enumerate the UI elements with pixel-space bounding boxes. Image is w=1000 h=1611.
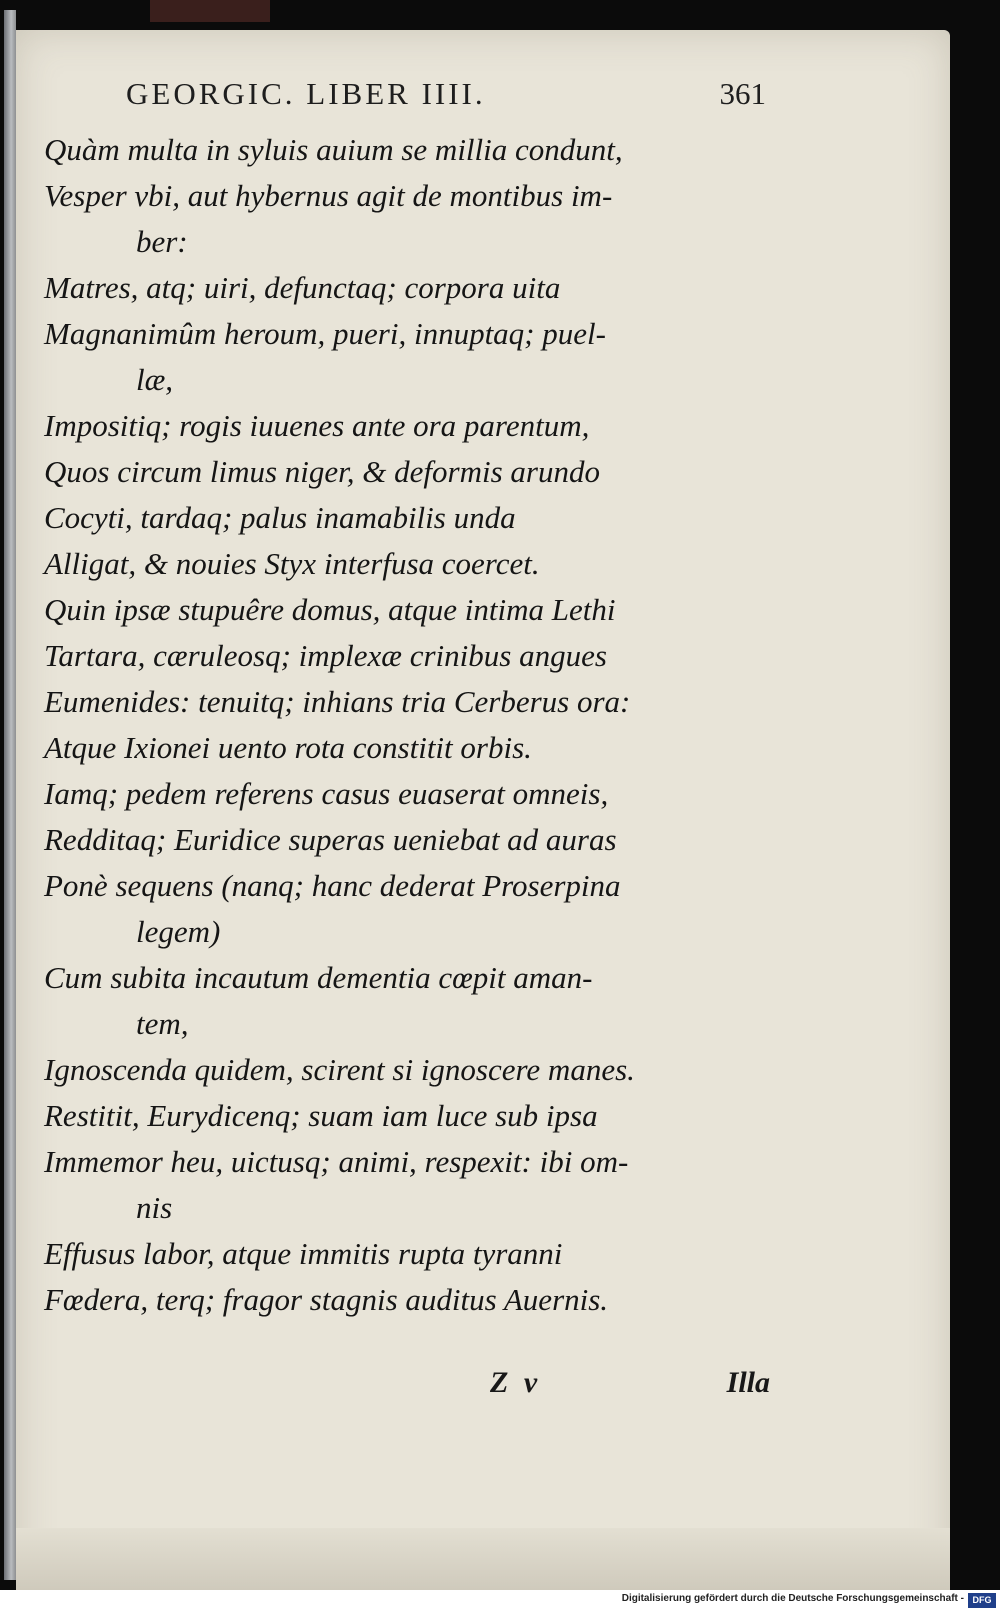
verse-line: Atque Ixionei uento rota constitit orbis. <box>44 730 532 765</box>
verse-line: Matres, atq; uiri, defunctaq; corpora uita <box>44 270 561 305</box>
credit-text: Digitalisierung gefördert durch die Deutsche Forschungsgemeinschaft - <box>621 1593 964 1604</box>
verse-line: Immemor heu, uictusq; animi, respexit: ibi om- <box>44 1144 629 1179</box>
catchword: Illa <box>726 1366 770 1399</box>
verse-line: Alligat, & nouies Styx interfusa coercet. <box>44 546 540 581</box>
signature-mark: Z v <box>490 1366 542 1399</box>
verse-continuation: læ, <box>136 362 174 397</box>
verse-line: Quos circum limus niger, & deformis arundo <box>44 454 600 489</box>
page-footer <box>490 1366 770 1410</box>
verse-line: Fœdera, terq; fragor stagnis auditus Auernis. <box>44 1282 609 1317</box>
verse-block <box>44 127 764 1323</box>
verse-line: Iamq; pedem referens casus euaserat omneis, <box>44 776 609 811</box>
verse-line: Restitit, Eurydicenq; suam iam luce sub ipsa <box>44 1098 598 1133</box>
verse-continuation: nis <box>136 1190 173 1225</box>
verse-line: Eumenides: tenuitq; inhians tria Cerberus ora: <box>44 684 631 719</box>
verse-continuation: tem, <box>136 1006 189 1041</box>
credit-bar <box>0 1590 1000 1611</box>
running-head: GEORGIC. LIBER IIII. <box>126 76 486 111</box>
verse-line: Magnanimûm heroum, pueri, innuptaq; puel- <box>44 316 606 351</box>
verse-line: Quàm multa in syluis auium se millia condunt, <box>44 132 623 167</box>
verse-line: Tartara, cæruleosq; implexæ crinibus angues <box>44 638 607 673</box>
verse-continuation: legem) <box>136 914 221 949</box>
verse-continuation: ber: <box>136 224 188 259</box>
verse-line: Effusus labor, atque immitis rupta tyranni <box>44 1236 563 1271</box>
verse-line: Cocyti, tardaq; palus inamabilis unda <box>44 500 516 535</box>
page-header <box>126 76 766 120</box>
verse-line: Redditaq; Euridice superas ueniebat ad auras <box>44 822 617 857</box>
verse-line: Ponè sequens (nanq; hanc dederat Proserpina <box>44 868 621 903</box>
page-bottom-edge <box>16 1528 950 1590</box>
binding-strip <box>150 0 270 22</box>
page-number: 361 <box>719 76 766 111</box>
verse-line: Quin ipsæ stupuêre domus, atque intima Lethi <box>44 592 616 627</box>
verse-line: Cum subita incautum dementia cœpit aman- <box>44 960 593 995</box>
book-spine-edge <box>4 10 16 1580</box>
dfg-logo: DFG <box>968 1593 996 1608</box>
verse-line: Vesper vbi, aut hybernus agit de montibus im- <box>44 178 613 213</box>
verse-line: Impositiq; rogis iuuenes ante ora parentum, <box>44 408 590 443</box>
verse-line: Ignoscenda quidem, scirent si ignoscere manes. <box>44 1052 635 1087</box>
